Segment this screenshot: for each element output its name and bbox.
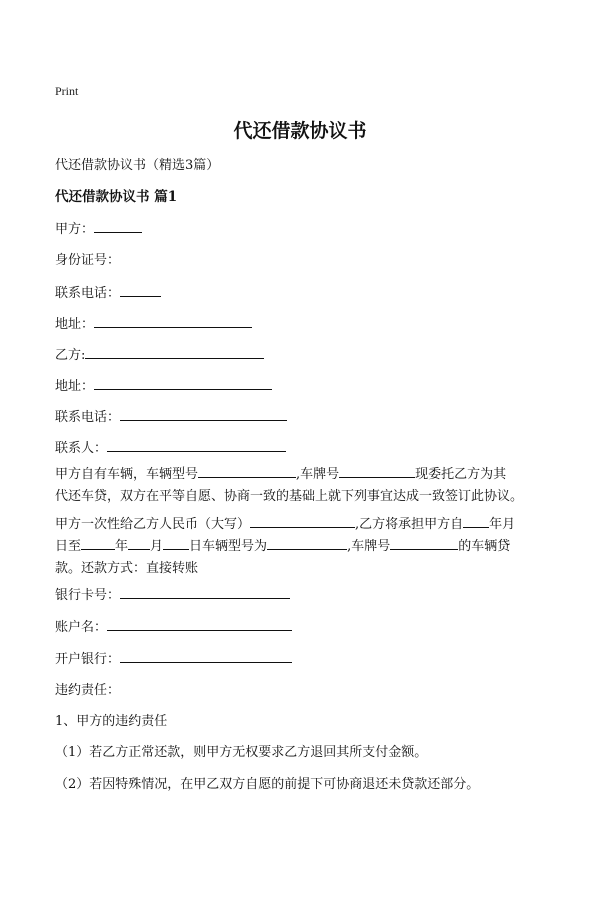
breach-item-2: （2）若因特殊情况，在甲乙双方自愿的前提下可协商退还未贷款还部分。 <box>55 777 480 792</box>
breach-item-1: （1）若乙方正常还款，则甲方无权要求乙方退回其所支付金额。 <box>55 745 428 760</box>
contact-line <box>55 437 286 456</box>
bank-card-blank <box>120 585 290 599</box>
p2-text-3: 年月 <box>489 517 516 532</box>
p2-text-1: 甲方一次性给乙方人民币（大写） <box>55 517 251 532</box>
document-title: 代还借款协议书 <box>233 120 367 142</box>
id-number-label: 身份证号： <box>55 253 121 268</box>
party-a-line <box>55 218 142 237</box>
p2-text-9: 的车辆贷 <box>458 539 511 554</box>
address-b-line <box>55 375 272 394</box>
address-b-blank <box>94 376 272 390</box>
end-month-blank <box>128 536 150 550</box>
p2-text-8: ,车牌号 <box>347 539 391 554</box>
start-year-blank <box>463 514 489 528</box>
contact-label: 联系人： <box>55 441 108 456</box>
paragraph-vehicle <box>55 464 555 508</box>
document-subtitle: 代还借款协议书（精选3篇） <box>55 158 220 173</box>
bank-line <box>55 648 292 667</box>
party-b-label: 乙方: <box>55 348 86 363</box>
account-name-blank <box>107 617 292 631</box>
breach-heading: 违约责任： <box>55 683 121 698</box>
p1-text-1: 甲方自有车辆，车辆型号 <box>55 467 199 482</box>
paragraph-payment <box>55 514 555 580</box>
contact-blank <box>107 438 286 452</box>
p1-text-2: ,车牌号 <box>296 467 340 482</box>
bank-card-label: 银行卡号： <box>55 588 121 603</box>
phone-a-blank <box>120 283 161 297</box>
bank-blank <box>120 649 292 663</box>
model-blank-2 <box>267 536 347 550</box>
end-day-blank <box>163 536 189 550</box>
p1-text-3: 现委托乙方为其 <box>415 467 507 482</box>
p2-text-10: 款。还款方式：直接转账 <box>55 561 199 576</box>
address-b-label: 地址： <box>55 379 95 394</box>
party-a-blank <box>94 219 142 233</box>
breach-party-a: 1、甲方的违约责任 <box>55 714 168 729</box>
section-title: 代还借款协议书 篇1 <box>55 189 178 205</box>
p2-text-7: 日车辆型号为 <box>189 539 268 554</box>
address-a-blank <box>94 314 252 328</box>
vehicle-model-blank <box>198 464 296 478</box>
address-a-label: 地址： <box>55 317 95 332</box>
p2-text-5: 年 <box>115 539 129 554</box>
phone-b-blank <box>120 407 287 421</box>
phone-a-label: 联系电话： <box>55 286 121 301</box>
print-label[interactable]: Print <box>55 84 79 98</box>
p2-text-2: ,乙方将承担甲方自 <box>355 517 464 532</box>
account-name-line <box>55 616 292 635</box>
p1-text-4: 代还车贷，双方在平等自愿、协商一致的基础上就下列事宜达成一致签订此协议。 <box>55 489 524 504</box>
p2-text-6: 月 <box>150 539 164 554</box>
plate-blank-2 <box>390 536 458 550</box>
phone-a-line <box>55 282 161 301</box>
bank-label: 开户银行： <box>55 652 121 667</box>
plate-blank <box>339 464 415 478</box>
party-b-line <box>55 344 264 363</box>
party-b-blank <box>85 345 264 359</box>
amount-blank <box>250 514 355 528</box>
bank-card-line <box>55 584 290 603</box>
party-a-label: 甲方： <box>55 222 95 237</box>
address-a-line <box>55 313 252 332</box>
p2-text-4: 日至 <box>55 539 82 554</box>
account-name-label: 账户名： <box>55 620 108 635</box>
id-number-line <box>55 249 120 268</box>
phone-b-line <box>55 406 287 425</box>
end-year-blank <box>81 536 115 550</box>
phone-b-label: 联系电话： <box>55 410 121 425</box>
